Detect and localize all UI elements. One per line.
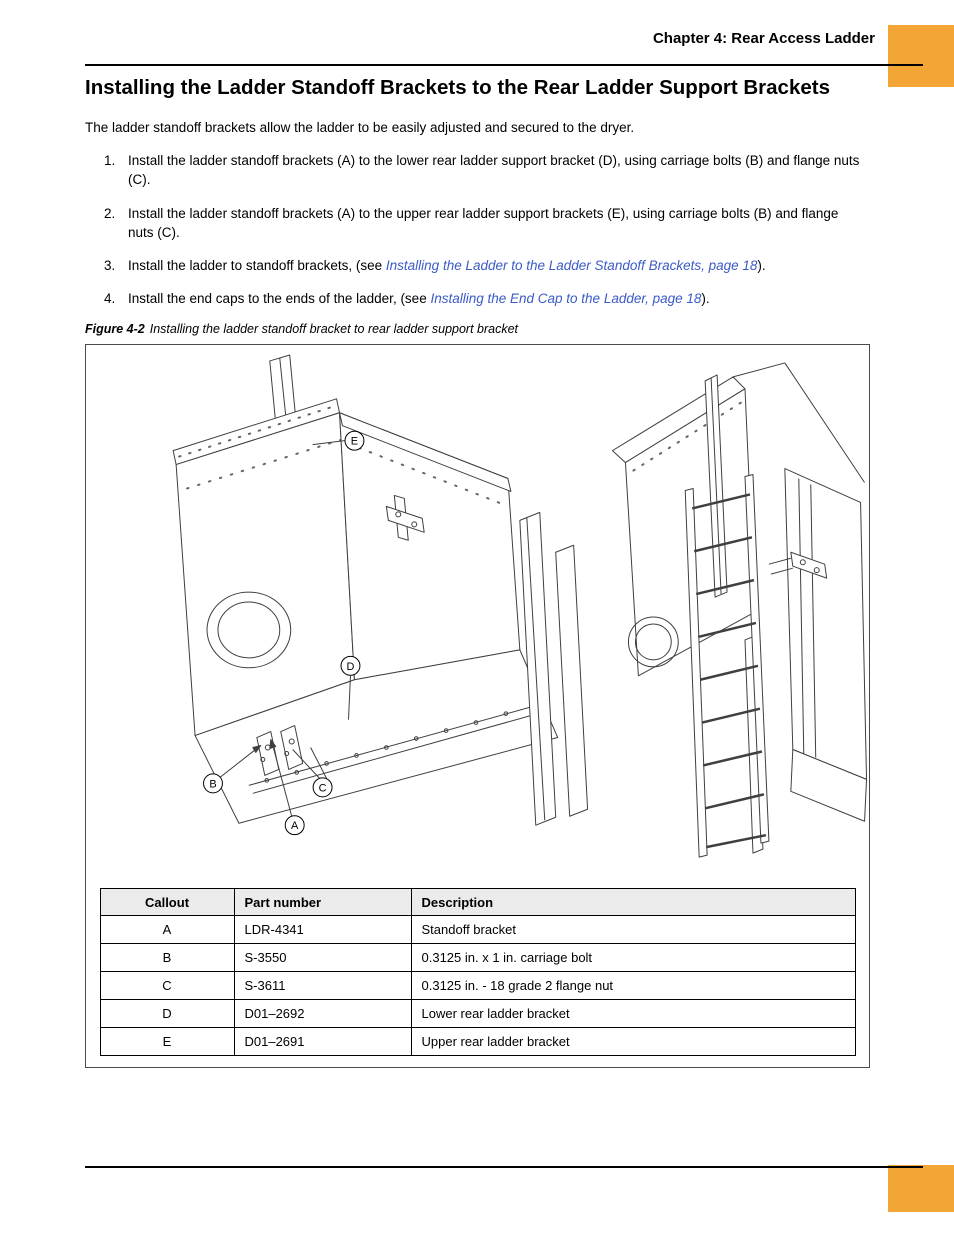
- table-row: [100, 972, 855, 1000]
- cell-description: Lower rear ladder bracket: [411, 1000, 855, 1028]
- table-header-row: [100, 889, 855, 916]
- step-1-number: 1.: [104, 153, 116, 169]
- cell-part-number: D01–2692: [234, 1000, 411, 1028]
- cell-part-number: LDR-4341: [234, 916, 411, 944]
- step-4-text-prefix: Install the end caps to the ends of the ladder, (see: [128, 291, 431, 307]
- left-assembly-drawing: [173, 355, 587, 825]
- step-2: [104, 204, 875, 242]
- cell-part-number: D01–2691: [234, 1028, 411, 1056]
- col-header-description: Description: [411, 889, 855, 916]
- step-3-text-suffix: ).: [757, 257, 766, 273]
- cell-description: Standoff bracket: [411, 916, 855, 944]
- step-4-text-suffix: ).: [701, 291, 710, 307]
- cell-callout: D: [100, 1000, 234, 1028]
- cell-callout: E: [100, 1028, 234, 1056]
- cell-callout: A: [100, 916, 234, 944]
- figure-caption: [85, 322, 875, 336]
- step-3-text: [128, 256, 766, 275]
- step-1: [104, 151, 875, 189]
- callout-E-label: E: [350, 435, 359, 448]
- cell-description: 0.3125 in. - 18 grade 2 flange nut: [411, 972, 855, 1000]
- figure-box: [85, 344, 870, 1068]
- callout-A-label: A: [291, 820, 299, 833]
- parts-table: [100, 888, 856, 1056]
- chapter-header: Chapter 4: Rear Access Ladder: [652, 30, 875, 47]
- accent-bar-top: [888, 25, 954, 87]
- cell-callout: B: [100, 944, 234, 972]
- cell-description: Upper rear ladder bracket: [411, 1028, 855, 1056]
- step-1-text: Install the ladder standoff brackets (A) to the lower rear ladder support bracket (D), using carriage bolts (B) and flange nuts (C).: [128, 153, 860, 188]
- header-rule: [85, 64, 923, 66]
- step-2-number: 2.: [104, 205, 116, 221]
- accent-bar-bottom: [888, 1165, 954, 1212]
- callout-C-label: C: [318, 782, 327, 795]
- cell-callout: C: [100, 972, 234, 1000]
- intro-paragraph: The ladder standoff brackets allow the ladder to be easily adjusted and secured to the dryer.: [85, 120, 635, 136]
- step-3-number: 3.: [104, 257, 116, 273]
- page-title: Installing the Ladder Standoff Brackets to the Rear Ladder Support Brackets: [85, 76, 830, 99]
- callout-D: [341, 657, 360, 676]
- right-assembly-drawing: [612, 363, 866, 857]
- step-3-text-prefix: Install the ladder to standoff brackets, (see: [128, 257, 386, 273]
- table-row: [100, 1028, 855, 1056]
- table-row: [100, 916, 855, 944]
- cell-part-number: S-3611: [234, 972, 411, 1000]
- col-header-part-number: Part number: [234, 889, 411, 916]
- callout-B: [204, 774, 223, 793]
- figure-illustration: [86, 349, 869, 882]
- cell-part-number: S-3550: [234, 944, 411, 972]
- footer-rule: [85, 1166, 923, 1168]
- link-installing-ladder-to-standoff-brackets[interactable]: Installing the Ladder to the Ladder Standoff Brackets, page 18: [385, 257, 758, 273]
- step-4-text: [128, 289, 710, 308]
- page-content: [85, 74, 875, 1068]
- callout-B-label: B: [209, 778, 217, 791]
- figure-caption-text: Installing the ladder standoff bracket to rear ladder support bracket: [149, 322, 519, 337]
- callout-A: [285, 816, 304, 835]
- cell-description: 0.3125 in. x 1 in. carriage bolt: [411, 944, 855, 972]
- col-header-callout: Callout: [100, 889, 234, 916]
- table-row: [100, 944, 855, 972]
- instruction-steps: [85, 151, 875, 308]
- callout-C: [313, 778, 332, 797]
- callout-E: [345, 431, 364, 450]
- step-3: [104, 256, 875, 275]
- callout-D-label: D: [346, 661, 355, 674]
- link-installing-end-cap-to-ladder[interactable]: Installing the End Cap to the Ladder, page 18: [430, 291, 702, 307]
- table-row: [100, 1000, 855, 1028]
- step-2-text: Install the ladder standoff brackets (A) to the upper rear ladder support brackets (E), using carriage bolts (B) and flange nuts (C).: [128, 205, 839, 240]
- figure-caption-label: Figure 4-2: [85, 322, 145, 337]
- step-4-number: 4.: [104, 291, 116, 307]
- step-4: [104, 289, 875, 308]
